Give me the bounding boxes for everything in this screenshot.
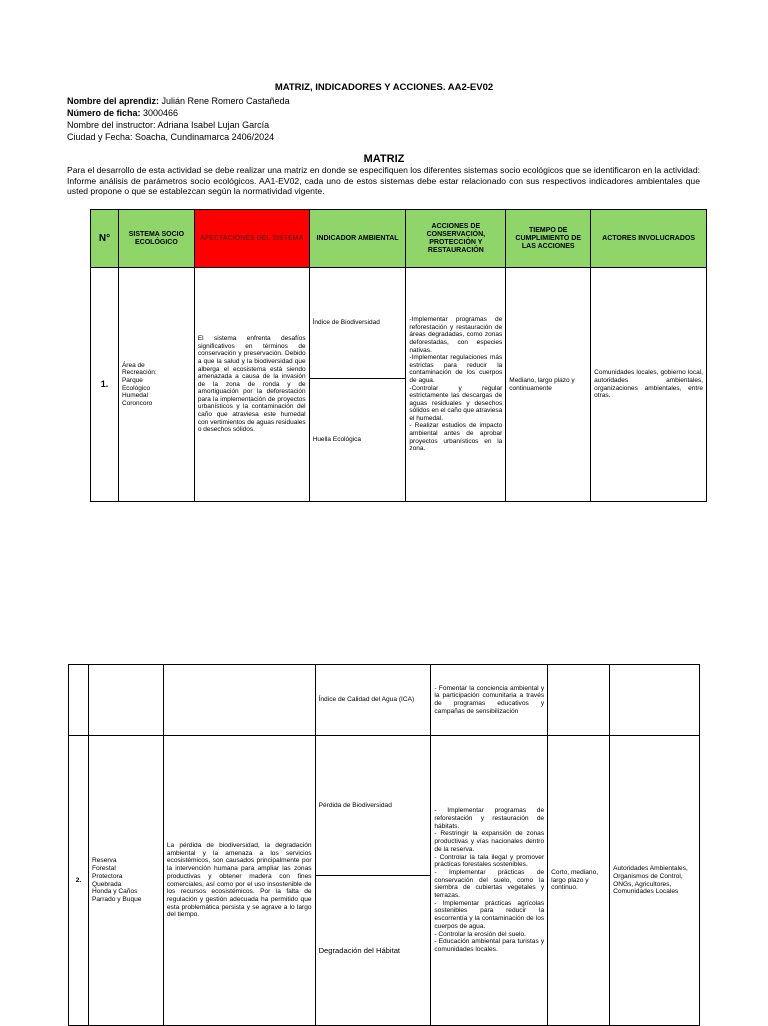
matrix-table-continued — [68, 664, 700, 1026]
indicator-cell: Índice de Calidad del Agua (ICA) — [315, 665, 431, 736]
empty-cell — [88, 665, 163, 736]
system-cell: Área de Recreación: Parque Ecológico Humedal Coroncoro — [118, 268, 194, 502]
apprentice-value: Julián Rene Romero Castañeda — [159, 96, 290, 106]
time-cell: Corto, mediano, largo plazo y continuo. — [548, 736, 610, 1026]
table-header-row — [91, 210, 707, 268]
row-number: 1. — [91, 268, 119, 502]
empty-cell — [163, 665, 315, 736]
city-date-line: Ciudad y Fecha: Soacha, Cundinamarca 2406/2024 — [67, 132, 275, 142]
indicator-cell: Pérdida de Biodiversidad — [315, 736, 431, 876]
empty-cell — [548, 665, 610, 736]
row-number: 2. — [69, 736, 89, 1026]
actors-cell: Autoridades Ambientales, Organismos de Control, ONGs, Agricultores, Comunidades Locales — [610, 736, 700, 1026]
actions-cell: - Implementar programas de reforestación y restauración de hábitats. - Restringir la expansión de zonas productivas y vías nacionales dentro de la reserva. - Controlar la tala ilegal y promover prácticas forestales sostenibles. - Implementar prácticas de conservación del suelo, como la siembra de cubiertas vegetales y terrazas. - Implementar prácticas agrícolas sostenibles para reducir la escorrentía y la contaminación de los cuerpos de agua. - Controlar la erosión del suelo. - Educación ambiental para turistas y comunidades locales. — [431, 736, 548, 1026]
header-num: N° — [91, 210, 119, 268]
file-line — [67, 108, 178, 119]
actions-cell: -Implementar programas de reforestación y restauración de áreas degradadas, como zonas deforestadas, con especies nativas. -Implementar regulaciones más estrictas para reducir la contaminación de los cuerpos de agua. -Controlar y regular estrictamente las descargas de aguas residuales y desechos sólidos en el caño que atraviesa el humedal. - Realizar estudios de impacto ambiental antes de aprobar proyectos urbanísticos en la zona. — [406, 268, 506, 502]
affect-cell: La pérdida de biodiversidad, la degradación ambiental y la amenaza a los servicios ecosistémicos, son causados principalmente por la intervención humana para ampliar las zonas productivas y obtener madera con fines comerciales, así como por el uso insostenible de los recursos ecosistémicos. Por la falta de regulación y gestión adecuada ha permitido que esta problemática persista y se agrave a lo largo del tiempo. — [163, 736, 315, 1026]
actions-cell: - Fomentar la conciencia ambiental y la participación comunitaria a través de programas educativos y campañas de sensibilización — [431, 665, 548, 736]
table-row — [69, 736, 700, 876]
header-actors: ACTORES INVOLUCRADOS — [591, 210, 707, 268]
table-row — [91, 268, 707, 379]
indicator-cell: Degradación del Hábitat — [315, 876, 431, 1026]
empty-cell — [69, 665, 89, 736]
system-cell: Reserva Forestal Protectora Quebrada Honda y Caños Parrado y Buque — [88, 736, 163, 1026]
indicator-cell: Índice de Biodiversidad — [309, 268, 406, 379]
instructor-line: Nombre del instructor: Adriana Isabel Lujan García — [67, 120, 270, 130]
actors-cell: Comunidades locales, gobierno local, autoridades ambientales, organizaciones ambientales, entre otras. — [591, 268, 707, 502]
intro-paragraph: Para el desarrollo de esta actividad se debe realizar una matriz en donde se especifiquen los diferentes sistemas socio ecológicos que se identificaron en la actividad: Informe análisis de parámetros socio ecológicos. AA1-EV02, cada uno de estos sistemas debe estar relacionado con sus respectivos indicadores ambientales que usted propone o que se establezcan según la normatividad vigente. — [67, 165, 700, 196]
affect-cell: El sistema enfrenta desafíos significativos en términos de conservación y preservación. Debido a que la salud y la biodiversidad que alberga el ecosistema está siendo amenazada a causa de la invasión de la zona de ronda y de amortiguación por la deforestación para la implementación de proyectos urbanísticos y la contaminación del caño que atraviesa este humedal con vertimientos de aguas residuales o desechos sólidos. — [194, 268, 309, 502]
document-title: MATRIZ, INDICADORES Y ACCIONES. AA2-EV02 — [274, 82, 494, 93]
apprentice-label: Nombre del aprendiz: — [67, 96, 160, 106]
header-indicator: INDICADOR AMBIENTAL — [309, 210, 406, 268]
header-actions: ACCIONES DE CONSERVACIÓN, PROTECCIÓN Y RESTAURACIÓN — [406, 210, 506, 268]
file-label: Número de ficha: — [67, 108, 141, 118]
time-cell: Mediano, largo plazo y continuamente — [506, 268, 591, 502]
table-row — [69, 665, 700, 736]
apprentice-line — [67, 96, 290, 107]
file-value: 3000466 — [140, 108, 179, 118]
indicator-cell: Huella Ecológica — [309, 379, 406, 502]
matriz-heading: MATRIZ — [363, 153, 405, 165]
header-system: SISTEMA SOCIO ECOLÓGICO — [118, 210, 194, 268]
empty-cell — [610, 665, 700, 736]
header-time: TIEMPO DE CUMPLIMIENTO DE LAS ACCIONES — [506, 210, 591, 268]
matrix-table — [90, 209, 707, 502]
header-affect: AFECTACIONES DEL SISTEMA — [194, 210, 309, 268]
